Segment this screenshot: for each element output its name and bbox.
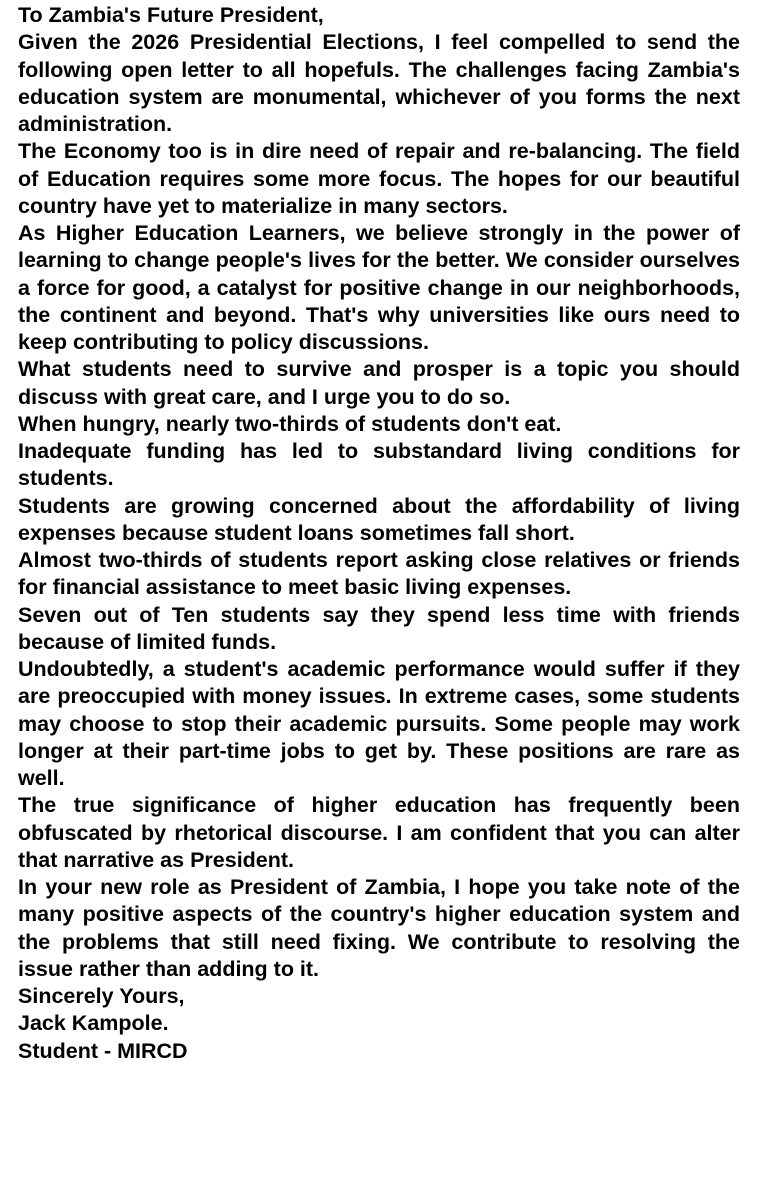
paragraph-students-needs: What students need to survive and prosper is a topic you should discuss with great care, and I urge you to do so. [18,357,740,409]
paragraph-academic-performance: Undoubtedly, a student's academic performance would suffer if they are preoccupied with money issues. In extreme cases, some students may choose to stop their academic pursuits. Some people may work longer at their part-time jobs to get by. These positions are rare as well. [18,657,740,790]
paragraph-significance: The true significance of higher education has frequently been obfuscated by rhetorical discourse. I am confident that you can alter that narrative as President. [18,793,740,872]
letter-salutation: To Zambia's Future President, [18,3,324,27]
paragraph-higher-education-learners: As Higher Education Learners, we believe strongly in the power of learning to change people's lives for the better. We consider ourselves a force for good, a catalyst for positive change in our neighborhoods, the continent and beyond. That's why universities like ours need to keep contributing to policy discussions. [18,221,740,354]
paragraph-economy: The Economy too is in dire need of repair and re-balancing. The field of Education requires some more focus. The hopes for our beautiful country have yet to materialize in many sectors. [18,139,740,218]
paragraph-financial-assistance: Almost two-thirds of students report asking close relatives or friends for financial assistance to meet basic living expenses. [18,548,740,600]
open-letter [18,2,740,1065]
signature-title: Student - MIRCD [18,1038,188,1063]
paragraph-elections: Given the 2026 Presidential Elections, I feel compelled to send the following open letter to all hopefuls. The challenges facing Zambia's education system are monumental, whichever of you forms the next administration. [18,30,740,136]
paragraph-new-role: In your new role as President of Zambia, I hope you take note of the many positive aspects of the country's higher education system and the problems that still need fixing. We contribute to resolving the issue rather than adding to it. [18,875,740,981]
signature-name: Jack Kampole. [18,1011,169,1036]
paragraph-funding: Inadequate funding has led to substandard living conditions for students. [18,439,740,491]
paragraph-limited-funds: Seven out of Ten students say they spend less time with friends because of limited funds. [18,602,740,654]
paragraph-living-expenses: Students are growing concerned about the affordability of living expenses because student loans sometimes fall short. [18,493,740,545]
letter-closing: Sincerely Yours, [18,984,185,1008]
paragraph-hunger: When hungry, nearly two-thirds of students don't eat. [18,411,562,436]
